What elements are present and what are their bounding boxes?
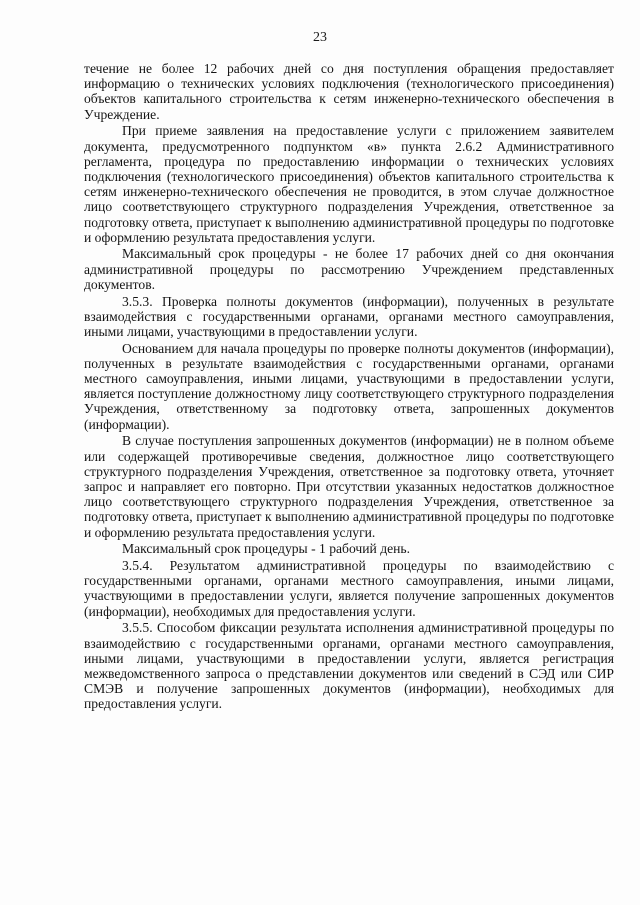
paragraph-3-5-3: 3.5.3. Проверка полноты документов (информации), полученных в результате взаимодействия с государственными органами, органами местного самоуправления, иными лицами, участвующими в предоставлении услуги. [84, 293, 614, 339]
paragraph-incomplete-documents: В случае поступления запрошенных документов (информации) не в полном объеме или содержащей противоречивые сведения, должностное лицо соответствующего структурного подразделения Учреждения, ответственное за подготовку ответа, уточняет запрос и направляет его повторно. При отсутствии указанных недостатков должностное лицо соответствующего структурного подразделения Учреждения, ответственное за подготовку ответа, приступает к выполнению административной процедуры по подготовке и оформлению результата предоставления услуги. [84, 433, 614, 540]
page-number: 23 [313, 30, 327, 45]
paragraph-basis-for-check: Основанием для начала процедуры по проверке полноты документов (информации), полученных в результате взаимодействия с государственными органами, органами местного самоуправления, иными лицами, участвующими в предоставлении услуги, является поступление должностному лицу соответствующего структурного подразделения Учреждения, ответственному за подготовку ответа, запрошенных документов (информации). [84, 340, 614, 432]
paragraph-continuation: течение не более 12 рабочих дней со дня поступления обращения предоставляет информацию о технических условиях подключения (технологического присоединения) объектов капитального строительства к сетям инженерно-технического обеспечения в Учреждение. [84, 61, 614, 122]
document-body [84, 61, 614, 713]
paragraph-max-term-1-day: Максимальный срок процедуры - 1 рабочий день. [122, 541, 411, 557]
paragraph-application-receipt: При приеме заявления на предоставление услуги с приложением заявителем документа, предусмотренного подпунктом «в» пункта 2.6.2 Административного регламента, процедура по предоставлению информации о технических условиях подключения (технологического присоединения) объектов капитального строительства к сетям инженерно-технического обеспечения не проводится, в этом случае должностное лицо соответствующего структурного подразделения Учреждения, ответственное за подготовку ответа, приступает к выполнению административной процедуры по подготовке и оформлению результата предоставления услуги. [84, 123, 614, 245]
paragraph-max-term-17-days: Максимальный срок процедуры - не более 17 рабочих дней со дня окончания административной процедуры по рассмотрению Учреждением представленных документов. [84, 246, 614, 292]
paragraph-3-5-4: 3.5.4. Результатом административной процедуры по взаимодействию с государственными органами, органами местного самоуправления, иными лицами, участвующими в предоставлении услуги, является получение запрошенных документов (информации), необходимых для предоставления услуги. [84, 558, 614, 619]
paragraph-3-5-5: 3.5.5. Способом фиксации результата исполнения административной процедуры по взаимодействию с государственными органами, органами местного самоуправления, иными лицами, участвующими в предоставлении услуги, является регистрация межведомственного запроса о представлении документов или сведений в СЭД или СИР СМЭВ и получение запрошенных документов (информации), необходимых для предоставления услуги. [84, 620, 614, 712]
